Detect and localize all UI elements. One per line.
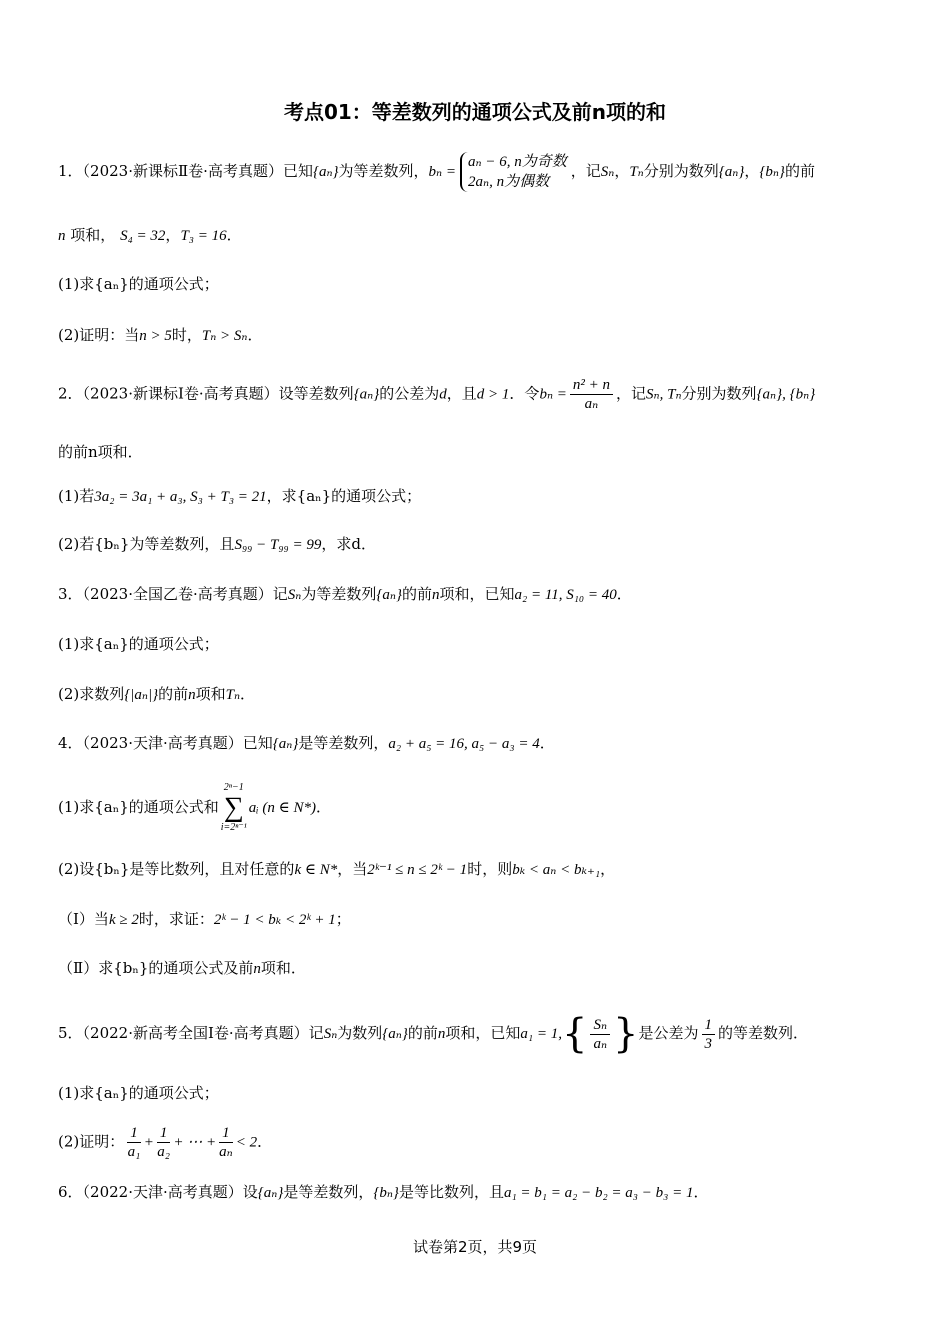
question-3-part-2: (2)求数列{|aₙ|}的前n项和Tₙ． <box>58 685 256 703</box>
question-3-stem: 3．（2023·全国乙卷·高考真题）记Sₙ为等差数列{aₙ}的前n项和，已知a₂ = 11, S₁₀ = 40． <box>58 585 632 603</box>
piecewise-definition: aₙ − 6, n为奇数 2aₙ, n为偶数 <box>460 152 567 192</box>
question-6-stem: 6．（2022·天津·高考真题）设{aₙ}是等差数列，{bₙ}是等比数列，且a₁ = b₁ = a₂ − b₂ = a₃ − b₃ = 1． <box>58 1183 709 1201</box>
question-4-sub-2: （Ⅱ）求{bₙ}的通项公式及前n项和． <box>58 959 306 977</box>
fraction-one-third: $\frac{1}{3}$ <box>702 1016 716 1053</box>
question-4-stem: 4．（2023·天津·高考真题）已知{aₙ}是等差数列，a₂ + a₅ = 16, a₅ − a₃ = 4． <box>58 734 555 752</box>
question-2-part-1: (1)若3a₂ = 3a₁ + a₃, S₃ + T₃ = 21，求{aₙ}的通项公式； <box>58 487 422 505</box>
page-title: 考点01：等差数列的通项公式及前n项的和 <box>283 100 667 124</box>
question-3-part-1: (1)求{aₙ}的通项公式； <box>58 635 219 653</box>
question-2-part-2: (2)若{bₙ}为等差数列，且S₉₉ − T₉₉ = 99，求d． <box>58 535 376 553</box>
question-2-stem: 2．（2023·新课标Ⅰ卷·高考真题）设等差数列{aₙ}的公差为d，且d > 1．令bₙ = $\frac{\text{n² + n}}{\text{aₙ}}$ ，记Sₙ, Tₙ分别为数列{aₙ}, {bₙ} <box>58 377 816 412</box>
question-5-part-2: (2)证明： $\frac{1}{\text{a₁}}$ + $\frac{1}{\text{a₂}}$ + ⋯ + $\frac{1}{\text{aₙ}}$ < 2． <box>58 1125 273 1160</box>
question-1-stem: 1．（2023·新课标Ⅱ卷·高考真题）已知{aₙ}为等差数列，bₙ = aₙ − 6, n为奇数 2aₙ, n为偶数 ，记Sₙ，Tₙ分别为数列{aₙ}，{bₙ}的前 <box>58 154 815 190</box>
fraction-sn-an: $\frac{\text{Sₙ}}{\text{aₙ}}$ <box>590 1016 610 1053</box>
question-2-stem-cont: 的前n项和． <box>58 443 143 461</box>
question-1-part-1: (1)求{aₙ}的通项公式； <box>58 275 219 293</box>
summation: 2ⁿ−1 ∑ i=2ⁿ⁻¹ <box>220 782 247 833</box>
left-brace: { <box>562 1011 588 1057</box>
question-4-sub-1: （Ⅰ）当k ≥ 2时，求证：2ᵏ − 1 < bₖ < 2ᵏ + 1； <box>58 910 351 928</box>
fraction-bn: $\frac{\text{n² + n}}{\text{aₙ}}$ <box>570 376 613 413</box>
question-4-part-1: (1)求{aₙ}的通项公式和 2ⁿ−1 ∑ i=2ⁿ⁻¹ aᵢ (n ∈ N*)． <box>58 782 331 833</box>
right-brace: } <box>613 1011 639 1057</box>
question-5-stem: 5．（2022·新高考全国Ⅰ卷·高考真题）记Sₙ为数列{aₙ}的前n项和，已知a₁ = 1,{ $\frac{\text{Sₙ}}{\text{aₙ}}$ }是公差为 $\frac{1}{3}$ 的等差数列． <box>58 1011 809 1057</box>
page-footer: 试卷第2页，共9页 <box>412 1238 538 1256</box>
question-5-part-1: (1)求{aₙ}的通项公式； <box>58 1084 219 1102</box>
question-1-part-2: (2)证明：当n > 5时，Tₙ > Sₙ． <box>58 326 263 344</box>
question-1-stem-cont: n 项和， S₄ = 32，T₃ = 16． <box>58 226 242 244</box>
question-4-part-2: (2)设{bₙ}是等比数列，且对任意的k ∈ N*，当2ᵏ⁻¹ ≤ n ≤ 2ᵏ − 1时，则bₖ < aₙ < bₖ₊₁， <box>58 860 616 878</box>
